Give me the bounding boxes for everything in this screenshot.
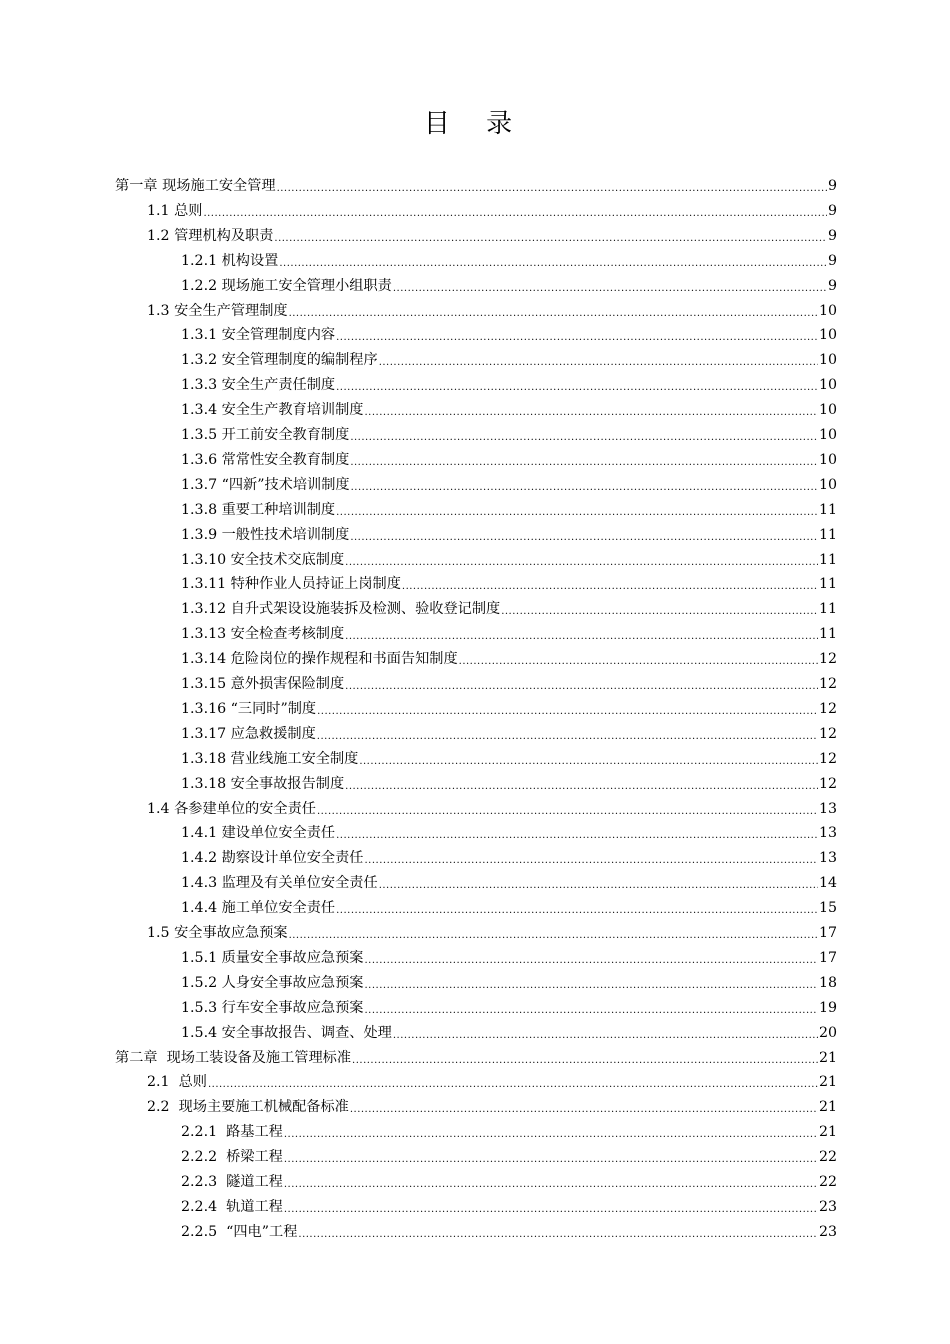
toc-entry-page-number: 9 [827,252,837,269]
toc-entry-label: 1.5.3 行车安全事故应急预案 [181,999,364,1016]
toc-entry-label: 1.5.2 人身安全事故应急预案 [181,974,364,991]
toc-entry-page-number: 11 [818,626,837,643]
toc-entry-page-number: 14 [818,875,837,892]
toc-entry-label: 1.3.6 常常性安全教育制度 [181,451,350,468]
toc-entry-label: 2.2.1 路基工程 [181,1124,283,1141]
toc-entry-label: 第一章 现场施工安全管理 [115,178,276,194]
toc-entry-label: 2.2 现场主要施工机械配备标准 [147,1099,349,1116]
toc-entry[interactable] [181,323,837,348]
toc-entry[interactable] [181,548,837,573]
toc-entry[interactable] [181,523,837,548]
toc-entry-page-number: 9 [827,202,837,219]
toc-entry-page-number: 11 [818,576,837,593]
toc-entry-page-number: 17 [818,949,837,966]
toc-entry-page-number: 20 [818,1024,837,1041]
toc-entry[interactable] [181,996,837,1021]
toc-entry-page-number: 19 [818,999,837,1016]
toc-entry-label: 1.4.1 建设单位安全责任 [181,825,336,842]
toc-entry-page-number: 11 [818,551,837,568]
toc-entry-page-number: 12 [818,775,837,792]
toc-entry-label: 1.5 安全事故应急预案 [147,925,288,941]
toc-entry-label: 1.1 总则 [147,202,203,219]
toc-entry-label: 1.3.2 安全管理制度的编制程序 [181,352,378,369]
toc-entry[interactable] [181,747,837,772]
toc-entry-page-number: 10 [818,451,837,468]
toc-entry-label: 1.3.10 安全技术交底制度 [181,551,345,568]
toc-entry-page-number: 12 [818,651,837,668]
toc-entry-page-number: 9 [827,277,837,294]
toc-entry-page-number: 21 [818,1124,837,1141]
toc-entry-page-number: 13 [818,800,837,817]
toc-entry-label: 1.3.11 特种作业人员持证上岗制度 [181,576,401,593]
toc-entry[interactable] [147,921,837,946]
toc-entry[interactable] [181,597,837,622]
toc-entry-label: 1.3.7 “四新”技术培训制度 [181,476,350,493]
toc-entry-page-number: 13 [818,850,837,867]
toc-entry[interactable] [181,274,837,299]
toc-entry-label: 1.3.17 应急救援制度 [181,725,316,742]
toc-entry-label: 2.2.5 “四电”工程 [181,1223,298,1240]
toc-entry-page-number: 12 [818,700,837,717]
toc-entry-label: 1.3.16 “三同时”制度 [181,700,317,717]
toc-entry[interactable] [181,772,837,797]
toc-entry-label: 1.3 安全生产管理制度 [147,302,288,319]
toc-entry[interactable] [181,249,837,274]
toc-entry[interactable] [181,871,837,896]
toc-entry[interactable] [181,1195,837,1220]
toc-entry[interactable] [115,174,837,199]
toc-entry-label: 1.3.13 安全检查考核制度 [181,626,345,643]
toc-entry-label: 1.4.2 勘察设计单位安全责任 [181,850,364,867]
toc-dot-leader [298,1223,818,1248]
toc-entry-label: 2.2.3 隧道工程 [181,1174,283,1190]
toc-entry-page-number: 13 [818,825,837,842]
toc-entry-page-number: 12 [818,750,837,767]
toc-entry[interactable] [181,572,837,597]
toc-entry-label: 1.4 各参建单位的安全责任 [147,800,316,817]
toc-entry[interactable] [147,1095,837,1120]
toc-entry-page-number: 12 [818,676,837,692]
toc-entry[interactable] [181,1145,837,1170]
toc-entry-page-number: 10 [818,377,837,394]
toc-entry-page-number: 12 [818,725,837,742]
toc-entry-label: 2.2.2 桥梁工程 [181,1149,283,1166]
toc-entry-page-number: 18 [818,974,837,991]
toc-entry-page-number: 17 [818,925,837,941]
toc-entry-label: 1.2.1 机构设置 [181,252,279,269]
toc-entry[interactable] [147,224,837,249]
toc-entry-page-number: 10 [818,402,837,419]
toc-entry-label: 1.3.9 一般性技术培训制度 [181,526,350,543]
toc-entry-label: 1.3.5 开工前安全教育制度 [181,427,350,443]
toc-entry-page-number: 23 [818,1198,837,1215]
toc-entry[interactable] [181,946,837,971]
toc-entry-label: 1.2 管理机构及职责 [147,227,274,244]
toc-entry-label: 1.5.4 安全事故报告、调查、处理 [181,1024,392,1041]
toc-entry[interactable] [181,622,837,647]
toc-entry[interactable] [181,398,837,423]
toc-entry-label: 第二章 现场工装设备及施工管理标准 [115,1049,352,1066]
toc-entry-label: 2.1 总则 [147,1074,207,1091]
toc-entry[interactable] [181,348,837,373]
toc-entry[interactable] [181,647,837,672]
toc-entry[interactable] [181,722,837,747]
toc-entry-label: 1.3.1 安全管理制度内容 [181,327,336,344]
toc-entry-label: 1.4.4 施工单位安全责任 [181,900,336,917]
toc-entry-label: 1.3.4 安全生产教育培训制度 [181,402,364,419]
toc-entry[interactable] [147,797,837,822]
toc-entry[interactable] [115,1046,837,1071]
page-title: 目 录 [423,109,527,139]
toc-entry-label: 1.4.3 监理及有关单位安全责任 [181,875,378,892]
toc-entry-page-number: 10 [818,302,837,319]
toc-entry-label: 2.2.4 轨道工程 [181,1198,283,1215]
toc-entry-page-number: 22 [818,1174,837,1190]
toc-entry-page-number: 10 [818,352,837,369]
toc-entry-page-number: 21 [818,1099,837,1116]
toc-entry[interactable] [181,448,837,473]
toc-entry-page-number: 11 [818,526,837,543]
toc-entry-page-number: 11 [818,501,837,518]
toc-entry-page-number: 21 [818,1074,837,1091]
toc-entry[interactable] [181,971,837,996]
toc-entry[interactable] [181,498,837,523]
toc-entry-page-number: 10 [818,327,837,344]
toc-entry-page-number: 23 [818,1223,837,1240]
toc-entry-page-number: 9 [827,178,837,194]
toc-entry-label: 1.3.18 安全事故报告制度 [181,775,345,792]
toc-entry-label: 1.5.1 质量安全事故应急预案 [181,949,364,966]
toc-entry-page-number: 10 [818,476,837,493]
toc-entry[interactable] [181,1021,837,1046]
toc-entry-label: 1.3.3 安全生产责任制度 [181,377,336,394]
toc-entry-label: 1.3.8 重要工种培训制度 [181,501,336,518]
toc-entry[interactable] [147,1070,837,1095]
toc-entry[interactable] [181,846,837,871]
toc-entry[interactable] [181,473,837,498]
toc-entry[interactable] [147,199,837,224]
toc-entry[interactable] [181,373,837,398]
toc-entry[interactable] [181,1120,837,1145]
toc-entry-page-number: 21 [818,1049,837,1066]
toc-entry[interactable] [181,1220,837,1245]
toc-entry-label: 1.3.15 意外损害保险制度 [181,676,345,692]
toc-entry[interactable] [181,672,837,697]
toc-entry[interactable] [181,1170,837,1195]
toc-entry-label: 1.3.18 营业线施工安全制度 [181,750,359,767]
toc-entry-page-number: 9 [827,227,837,244]
toc-entry[interactable] [181,423,837,448]
toc-entry[interactable] [181,821,837,846]
toc-entry[interactable] [147,299,837,324]
toc-entry-label: 1.3.12 自升式架设设施装拆及检测、验收登记制度 [181,601,501,618]
toc-entry-page-number: 11 [818,601,837,618]
toc-entry[interactable] [181,697,837,722]
toc-entry-label: 1.3.14 危险岗位的操作规程和书面告知制度 [181,651,458,668]
toc-entry[interactable] [181,896,837,921]
toc-entry-label: 1.2.2 现场施工安全管理小组职责 [181,277,392,294]
toc-entry-page-number: 15 [818,900,837,917]
toc-entry-page-number: 22 [818,1149,837,1166]
toc-entry-page-number: 10 [818,427,837,443]
